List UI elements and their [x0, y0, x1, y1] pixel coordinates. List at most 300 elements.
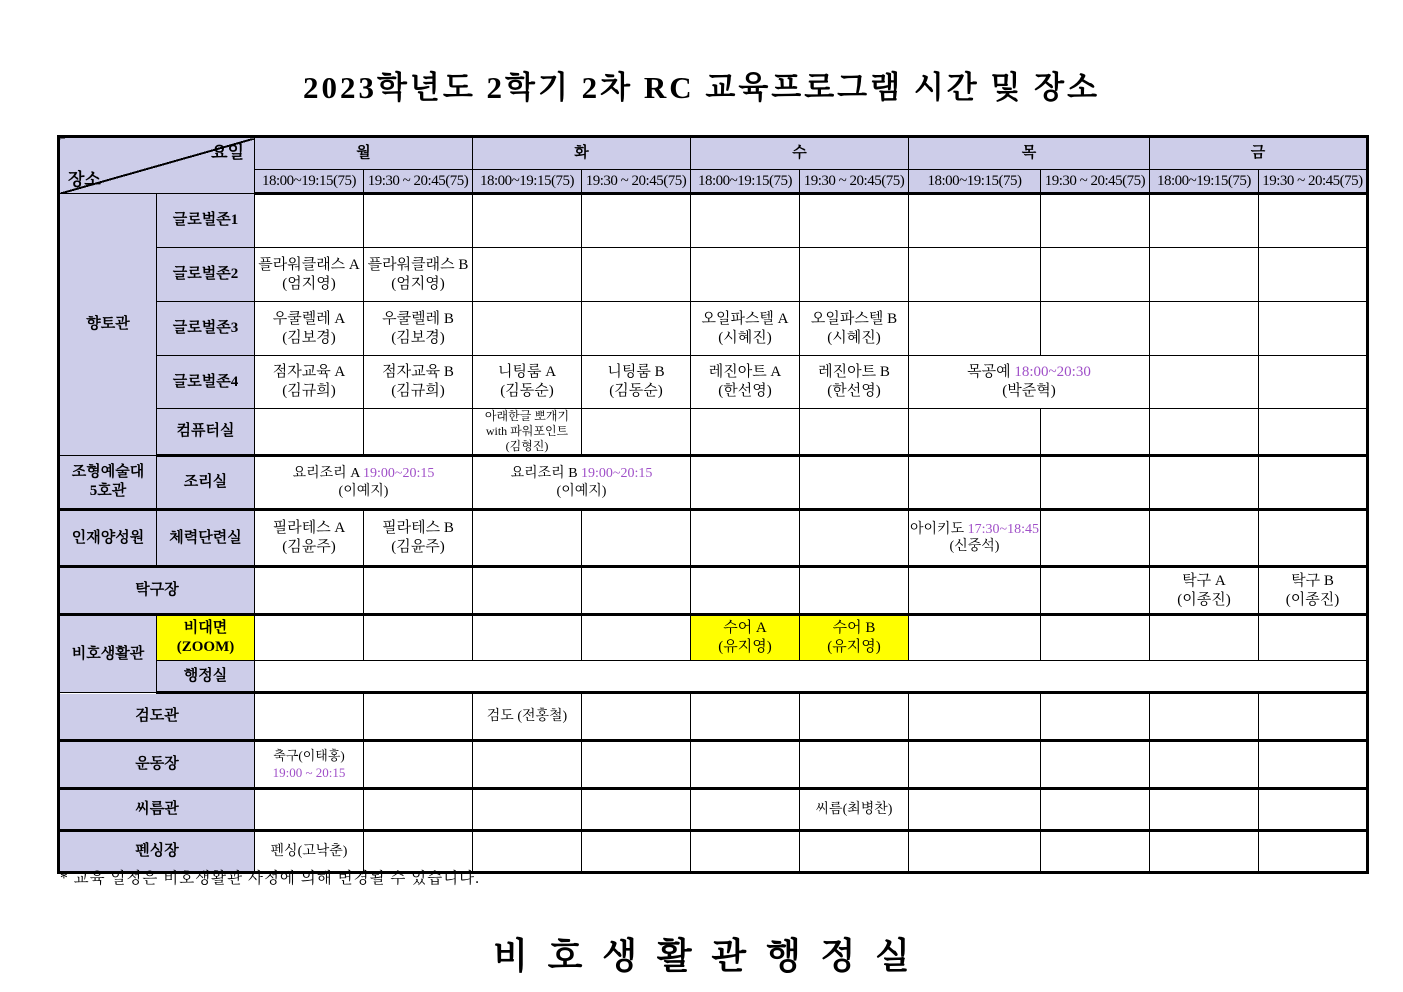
cell-text-line — [910, 538, 1039, 556]
schedule-cell — [1258, 567, 1367, 615]
cell-text: (김동순) — [609, 383, 663, 399]
schedule-cell-empty — [1149, 693, 1258, 741]
schedule-cell-empty — [473, 789, 582, 831]
cell-text: (한선영) — [827, 383, 881, 399]
cell-text-line — [474, 465, 689, 483]
cell-text-line — [583, 363, 689, 382]
schedule-cell-empty — [1040, 693, 1149, 741]
schedule-cell-empty — [1258, 409, 1367, 456]
schedule-cell — [800, 302, 909, 356]
cell-text-line — [692, 619, 798, 638]
room-label — [157, 615, 255, 661]
schedule-cell — [255, 302, 364, 356]
time-slot-header: 19:30 ~ 20:45(75) — [582, 170, 691, 194]
cell-text-line — [256, 765, 362, 781]
timetable-row — [59, 693, 1368, 741]
schedule-cell — [909, 510, 1041, 567]
schedule-cell-empty — [800, 248, 909, 302]
room-label — [157, 194, 255, 248]
timetable-row — [59, 456, 1368, 510]
timetable-row — [59, 356, 1368, 409]
schedule-cell-empty — [1258, 248, 1367, 302]
cell-text: 17:30~18:45 — [967, 521, 1039, 537]
cell-text-line — [365, 382, 471, 401]
cell-text-line — [1151, 591, 1257, 610]
schedule-cell-empty — [473, 615, 582, 661]
cell-text: (이종진) — [1177, 591, 1231, 608]
place-group-label — [59, 789, 255, 831]
schedule-cell — [364, 356, 473, 409]
day-header: 화 — [473, 137, 691, 170]
cell-text: (유지영) — [827, 639, 881, 655]
schedule-cell-empty — [1258, 693, 1367, 741]
cell-text-line — [256, 465, 471, 483]
timetable-row — [59, 302, 1368, 356]
schedule-cell-empty — [800, 456, 909, 510]
cell-text: (김규희) — [282, 383, 336, 399]
timetable-row — [59, 789, 1368, 831]
cell-text-line — [256, 310, 362, 329]
cell-text-line — [365, 329, 471, 348]
cell-text-line — [1260, 572, 1365, 591]
cell-text: 아이키도 — [910, 521, 968, 537]
schedule-cell-empty — [255, 661, 1368, 693]
place-group-label — [59, 741, 255, 789]
cell-text: 레진아트 A — [708, 364, 782, 381]
timetable-row — [59, 567, 1368, 615]
cell-text-line — [256, 256, 362, 275]
schedule-cell-empty — [1149, 456, 1258, 510]
time-slot-header: 18:00~19:15(75) — [1149, 170, 1258, 194]
cell-text: 점자교육 B — [382, 364, 454, 381]
schedule-cell — [364, 248, 473, 302]
place-group-text: 비호생활관 — [71, 645, 145, 662]
place-group-label — [59, 567, 255, 615]
schedule-cell-empty — [582, 302, 691, 356]
schedule-cell-empty — [255, 693, 364, 741]
place-group-text: 인재양성원 — [71, 529, 145, 546]
cell-text: 수어 A — [723, 620, 767, 637]
cell-text-line — [692, 363, 798, 382]
schedule-cell-empty — [1040, 456, 1149, 510]
schedule-cell-empty — [1149, 510, 1258, 567]
time-slot-header: 18:00~19:15(75) — [909, 170, 1041, 194]
schedule-cell — [473, 409, 582, 456]
schedule-cell — [255, 456, 473, 510]
schedule-cell-empty — [582, 567, 691, 615]
cell-text: (김보경) — [282, 329, 336, 346]
schedule-cell-empty — [800, 741, 909, 789]
schedule-cell-empty — [909, 693, 1041, 741]
cell-text-line — [474, 439, 580, 454]
schedule-cell-empty — [582, 409, 691, 456]
cell-text: (신중석) — [949, 539, 1000, 554]
schedule-cell-empty — [1258, 456, 1367, 510]
cell-text: 니팅룸 A — [497, 364, 557, 381]
schedule-cell-empty — [364, 194, 473, 248]
cell-text: 씨름(최병찬) — [815, 801, 893, 817]
room-label — [157, 356, 255, 409]
time-slot-header: 19:30 ~ 20:45(75) — [1258, 170, 1367, 194]
schedule-cell-empty — [473, 741, 582, 789]
cell-text: (시혜진) — [827, 329, 881, 346]
schedule-cell-empty — [800, 510, 909, 567]
cell-text-line — [256, 329, 362, 348]
cell-text-line — [256, 382, 362, 401]
schedule-cell-empty — [691, 248, 800, 302]
cell-text-line — [692, 310, 798, 329]
schedule-cell-empty — [1149, 831, 1258, 873]
schedule-cell-empty — [691, 831, 800, 873]
schedule-cell-empty — [800, 831, 909, 873]
schedule-cell-empty — [1149, 741, 1258, 789]
cell-text-line — [474, 424, 580, 439]
timetable-header-row-times — [59, 170, 1368, 194]
cell-text-line — [256, 843, 362, 861]
cell-text-line — [692, 329, 798, 348]
cell-text: 탁구 A — [1182, 572, 1226, 589]
room-label — [157, 661, 255, 693]
cell-text: 탁구 B — [1291, 572, 1334, 589]
cell-text-line — [474, 708, 580, 726]
room-label-text: 컴퓨터실 — [176, 423, 235, 440]
schedule-cell-empty — [691, 194, 800, 248]
timetable-row — [59, 741, 1368, 789]
cell-text: (이예지) — [338, 483, 389, 499]
schedule-cell-empty — [1258, 615, 1367, 661]
time-slot-header: 18:00~19:15(75) — [691, 170, 800, 194]
cell-text-line — [1151, 572, 1257, 591]
schedule-cell-empty — [909, 567, 1041, 615]
time-slot-header: 18:00~19:15(75) — [473, 170, 582, 194]
room-label-text: 글로벌존3 — [172, 320, 239, 337]
schedule-cell-empty — [582, 831, 691, 873]
schedule-cell — [800, 615, 909, 661]
cell-text-line — [365, 310, 471, 329]
corner-place-label: 장소 — [68, 169, 101, 189]
cell-text: (김보경) — [391, 329, 445, 346]
cell-text-line — [365, 538, 471, 557]
cell-text: (시혜진) — [718, 329, 772, 346]
place-group-label — [59, 456, 157, 510]
room-label-text: 조리실 — [183, 474, 228, 491]
day-header: 금 — [1149, 137, 1367, 170]
room-label — [157, 302, 255, 356]
cell-text-line — [474, 382, 580, 401]
schedule-cell — [909, 356, 1150, 409]
schedule-cell-empty — [364, 615, 473, 661]
schedule-cell-empty — [1149, 615, 1258, 661]
cell-text-line — [256, 748, 362, 764]
schedule-cell-empty — [691, 741, 800, 789]
schedule-cell-empty — [909, 456, 1041, 510]
schedule-cell-empty — [800, 194, 909, 248]
cell-text: with 파워포인트 — [485, 424, 569, 438]
schedule-cell-empty — [582, 789, 691, 831]
cell-text: (이예지) — [556, 483, 607, 499]
schedule-cell-empty — [582, 615, 691, 661]
schedule-cell-empty — [909, 615, 1041, 661]
cell-text-line — [474, 363, 580, 382]
place-group-text: 씨름관 — [135, 801, 179, 818]
schedule-cell-empty — [1149, 302, 1258, 356]
cell-text: (이종진) — [1285, 591, 1340, 608]
schedule-cell — [691, 356, 800, 409]
cell-text: (엄지영) — [282, 275, 336, 292]
schedule-cell-empty — [1040, 302, 1149, 356]
cell-text: 레진아트 B — [818, 364, 890, 381]
cell-text-line — [910, 521, 1039, 539]
schedule-cell-empty — [582, 741, 691, 789]
schedule-cell-empty — [1258, 510, 1367, 567]
cell-text: 필라테스 B — [382, 520, 454, 537]
schedule-cell — [364, 302, 473, 356]
place-group-text: 펜싱장 — [135, 843, 179, 860]
schedule-cell-empty — [473, 302, 582, 356]
place-group-label — [59, 510, 157, 567]
cell-text: 축구(이태홍) — [273, 748, 345, 764]
schedule-cell — [473, 693, 582, 741]
page-title: 2023학년도 2학기 2차 RC 교육프로그램 시간 및 장소 — [302, 70, 1101, 105]
schedule-cell-empty — [1149, 789, 1258, 831]
footer-title: 비호생활관행정실 — [493, 935, 930, 976]
cell-text: (김윤주) — [391, 539, 445, 555]
cell-text: (한선영) — [718, 383, 772, 399]
schedule-cell-empty — [364, 741, 473, 789]
timetable-row — [59, 409, 1368, 456]
schedule-cell-empty — [909, 302, 1041, 356]
cell-text: 오일파스텔 A — [701, 310, 789, 327]
schedule-cell-empty — [1258, 789, 1367, 831]
schedule-cell-empty — [1040, 194, 1149, 248]
timetable-row — [59, 248, 1368, 302]
schedule-cell — [691, 615, 800, 661]
time-slot-header: 18:00~19:15(75) — [255, 170, 364, 194]
schedule-cell-empty — [582, 693, 691, 741]
place-group-text: 검도관 — [135, 708, 179, 725]
schedule-cell-empty — [1040, 615, 1149, 661]
room-label-text: 글로벌존4 — [172, 373, 239, 390]
schedule-cell-empty — [1258, 302, 1367, 356]
day-header: 목 — [909, 137, 1150, 170]
cell-text: 19:00 ~ 20:15 — [272, 764, 346, 780]
cell-text-line — [910, 382, 1148, 401]
schedule-cell — [473, 356, 582, 409]
place-group-label — [59, 194, 157, 456]
cell-text-line — [910, 363, 1148, 382]
schedule-cell-empty — [1258, 356, 1367, 409]
schedule-cell-empty — [1149, 248, 1258, 302]
cell-text-line — [256, 519, 362, 538]
room-label — [157, 409, 255, 456]
cell-text: (김동순) — [500, 383, 554, 399]
cell-text-line — [801, 382, 907, 401]
cell-text: 오일파스텔 B — [810, 310, 898, 327]
schedule-cell — [364, 510, 473, 567]
cell-text: 우쿨렐레 A — [272, 310, 346, 327]
cell-text-line — [692, 638, 798, 657]
schedule-cell — [255, 510, 364, 567]
timetable — [57, 135, 1369, 874]
place-group-label — [59, 615, 157, 693]
cell-text: (김규희) — [391, 383, 445, 399]
cell-text-line — [474, 409, 580, 424]
schedule-cell-empty — [909, 409, 1041, 456]
cell-text-line — [1260, 591, 1365, 610]
schedule-cell-empty — [1149, 356, 1258, 409]
timetable-body — [59, 194, 1368, 873]
cell-text: 18:00~20:30 — [1014, 364, 1091, 381]
room-label — [157, 510, 255, 567]
schedule-cell-empty — [800, 567, 909, 615]
room-label — [157, 456, 255, 510]
schedule-cell — [1149, 567, 1258, 615]
cell-text: (유지영) — [718, 639, 772, 655]
schedule-cell-empty — [473, 510, 582, 567]
cell-text-line — [256, 363, 362, 382]
timetable-row — [59, 194, 1368, 248]
cell-text-line — [365, 363, 471, 382]
room-label-text: 행정실 — [183, 667, 228, 684]
cell-text: 검도 (전홍철) — [486, 708, 568, 724]
schedule-cell-empty — [1040, 741, 1149, 789]
cell-text: 19:00~20:15 — [363, 466, 435, 481]
cell-text-line — [801, 638, 907, 657]
room-label-text: 글로벌존2 — [172, 266, 239, 283]
schedule-cell-empty — [909, 741, 1041, 789]
schedule-cell-empty — [691, 693, 800, 741]
time-slot-header: 19:30 ~ 20:45(75) — [1040, 170, 1149, 194]
cell-text-line — [801, 363, 907, 382]
timetable-row — [59, 615, 1368, 661]
place-group-text: 운동장 — [135, 756, 179, 773]
schedule-cell-empty — [364, 693, 473, 741]
schedule-cell-empty — [473, 831, 582, 873]
schedule-cell-empty — [1040, 789, 1149, 831]
corner-cell — [59, 137, 255, 194]
time-slot-header: 19:30 ~ 20:45(75) — [364, 170, 473, 194]
cell-text-line — [256, 275, 362, 294]
cell-text: 니팅룸 B — [607, 364, 665, 381]
schedule-cell-empty — [1149, 409, 1258, 456]
schedule-cell-empty — [691, 510, 800, 567]
schedule-cell-empty — [255, 409, 364, 456]
cell-text-line — [801, 619, 907, 638]
schedule-cell — [800, 356, 909, 409]
schedule-cell-empty — [1040, 831, 1149, 873]
schedule-cell-empty — [1040, 567, 1149, 615]
footer-note: * 교육 일정은 비호생활관 사정에 의해 변경될 수 있습니다. — [60, 870, 481, 887]
cell-text-line — [801, 801, 907, 819]
cell-text: 우쿨렐레 B — [382, 310, 454, 327]
cell-text-line — [692, 382, 798, 401]
schedule-cell-empty — [473, 194, 582, 248]
schedule-cell — [582, 356, 691, 409]
schedule-cell-empty — [691, 409, 800, 456]
cell-text-line — [801, 329, 907, 348]
cell-text: 아래한글 뽀개기 — [484, 409, 570, 423]
schedule-cell-empty — [364, 409, 473, 456]
cell-text: (김윤주) — [282, 539, 336, 555]
cell-text: 요리조리 A — [292, 466, 364, 481]
room-label-text: 비대면 — [183, 620, 228, 637]
cell-text: (엄지영) — [391, 275, 445, 292]
room-label-text: 체력단련실 — [169, 529, 242, 546]
schedule-cell-empty — [255, 615, 364, 661]
schedule-cell-empty — [691, 789, 800, 831]
schedule-cell-empty — [909, 194, 1041, 248]
schedule-cell-empty — [691, 456, 800, 510]
schedule-cell-empty — [364, 567, 473, 615]
schedule-cell-empty — [1258, 194, 1367, 248]
cell-text-line — [474, 483, 689, 501]
schedule-cell — [800, 789, 909, 831]
room-label-text: 글로벌존1 — [172, 212, 239, 229]
schedule-cell-empty — [1258, 741, 1367, 789]
place-group-text: 향토관 — [86, 316, 130, 333]
schedule-cell-empty — [255, 789, 364, 831]
day-header: 수 — [691, 137, 909, 170]
cell-text: 수어 B — [832, 620, 876, 637]
place-group-text: 조형예술대 — [71, 464, 145, 481]
schedule-cell-empty — [1149, 194, 1258, 248]
cell-text: 점자교육 A — [272, 364, 346, 381]
schedule-cell — [255, 741, 364, 789]
schedule-cell-empty — [1040, 510, 1149, 567]
cell-text-line — [365, 519, 471, 538]
place-group-label — [59, 693, 255, 741]
schedule-cell — [255, 356, 364, 409]
cell-text: 플라워클래스 B — [367, 256, 469, 273]
cell-text: (김형진) — [505, 439, 549, 453]
schedule-cell — [473, 456, 691, 510]
schedule-cell-empty — [364, 789, 473, 831]
schedule-cell — [691, 302, 800, 356]
schedule-cell-empty — [800, 693, 909, 741]
cell-text: 플라워클래스 A — [258, 256, 360, 273]
cell-text: (박준혁) — [1002, 383, 1056, 399]
schedule-cell-empty — [909, 831, 1041, 873]
timetable-row — [59, 661, 1368, 693]
cell-text-line — [256, 538, 362, 557]
schedule-cell-empty — [255, 567, 364, 615]
schedule-cell — [255, 248, 364, 302]
cell-text: 필라테스 A — [272, 520, 346, 537]
schedule-cell-empty — [473, 248, 582, 302]
cell-text: 펜싱(고낙춘) — [270, 843, 348, 859]
room-label — [157, 248, 255, 302]
corner-day-label: 요일 — [211, 143, 244, 162]
cell-text: 목공예 — [967, 364, 1015, 381]
timetable-header-row-days — [59, 137, 1368, 170]
cell-text-line — [801, 310, 907, 329]
cell-text-line — [583, 382, 689, 401]
schedule-cell-empty — [255, 194, 364, 248]
schedule-cell-empty — [1040, 409, 1149, 456]
schedule-cell-empty — [1040, 248, 1149, 302]
day-header: 월 — [255, 137, 473, 170]
cell-text: 요리조리 B — [510, 466, 582, 481]
schedule-cell-empty — [582, 194, 691, 248]
cell-text-line — [365, 275, 471, 294]
schedule-cell-empty — [582, 510, 691, 567]
room-label-text: (ZOOM) — [176, 639, 235, 655]
schedule-cell-empty — [909, 789, 1041, 831]
schedule-cell-empty — [691, 567, 800, 615]
place-group-text: 탁구장 — [135, 582, 179, 599]
place-group-text: 5호관 — [89, 483, 127, 499]
timetable-header — [59, 137, 1368, 194]
